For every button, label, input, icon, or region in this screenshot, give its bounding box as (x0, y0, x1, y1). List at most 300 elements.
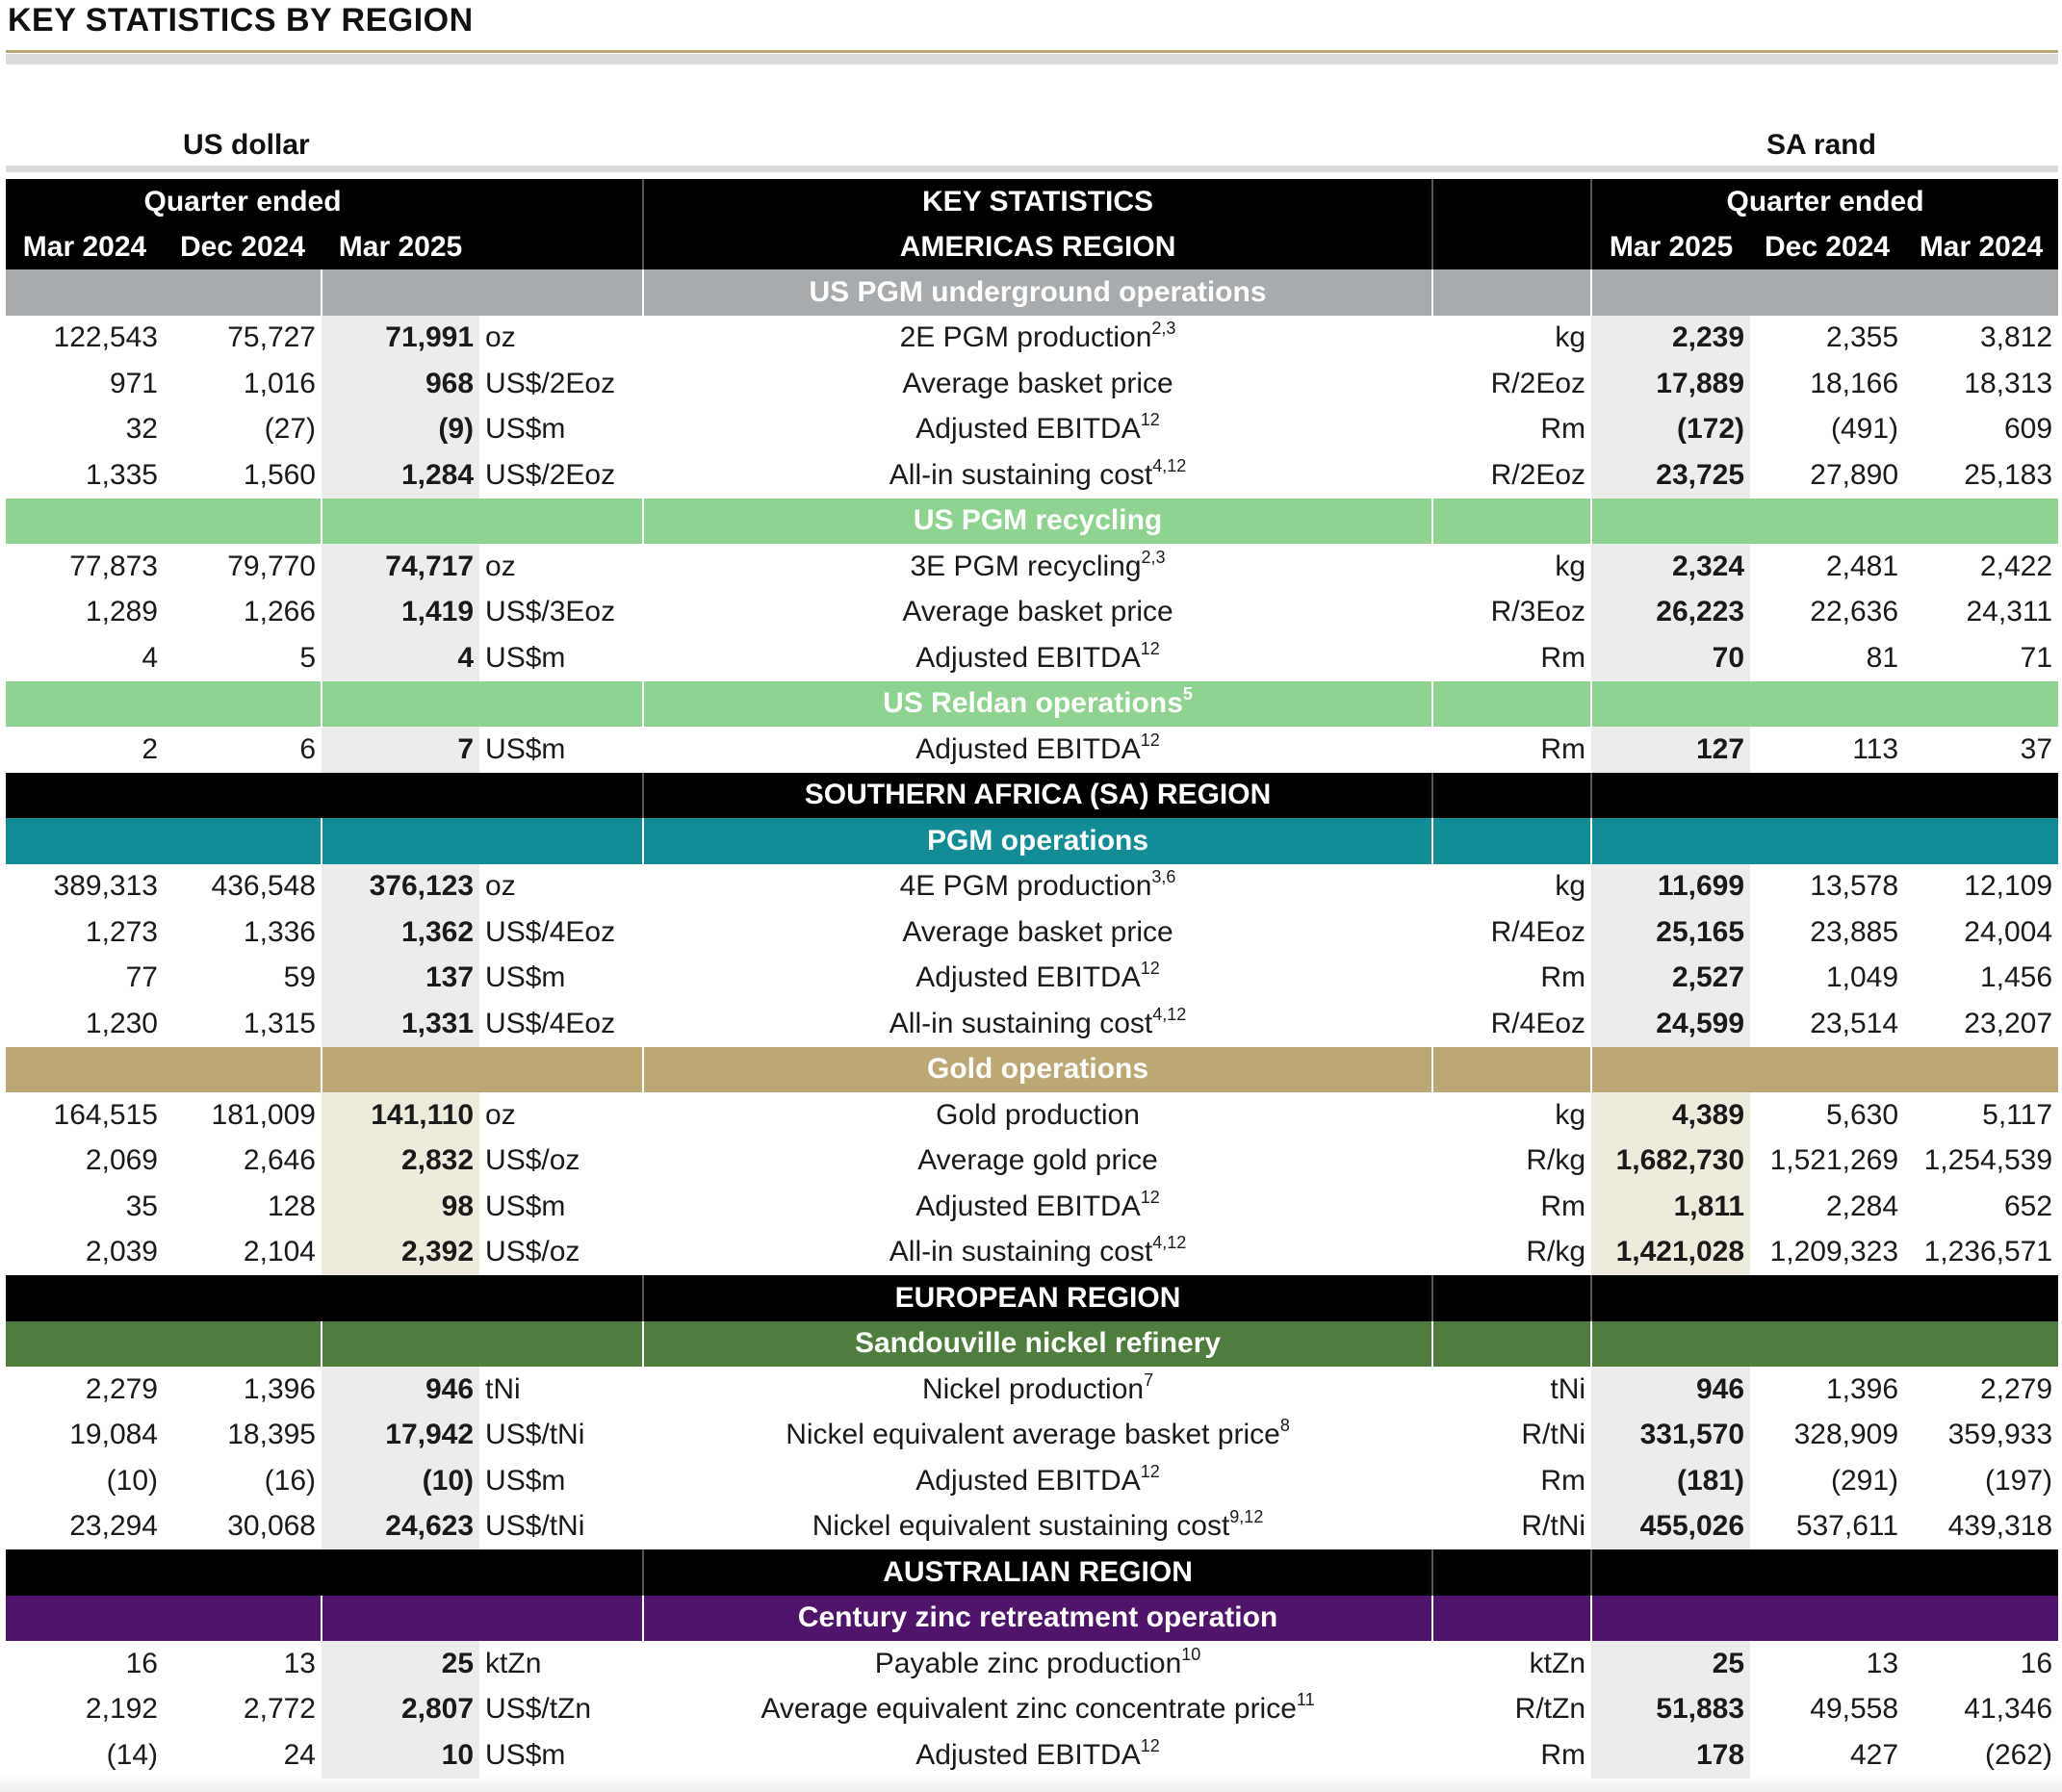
key-statistics-table (6, 179, 2058, 1779)
metric-label-text: Nickel production (921, 1372, 1145, 1405)
section-fill (322, 681, 479, 728)
zar-value: 537,611 (1795, 1510, 1899, 1543)
footnote-ref: 3,6 (1151, 867, 1176, 887)
section-title (643, 681, 1432, 728)
zar-value: 22,636 (1810, 596, 1899, 628)
metric-label (643, 635, 1432, 681)
usd-value: 1,230 (85, 1007, 158, 1039)
section-fill (479, 269, 643, 316)
zar-value: 331,570 (1591, 1413, 1750, 1459)
region-fill (1432, 1275, 1591, 1321)
section-fill (1750, 269, 1904, 316)
metric-label-text: All-in sustaining cost (889, 458, 1153, 491)
zar-value: 178 (1591, 1732, 1750, 1779)
zar-value: (291) (1830, 1464, 1899, 1497)
footnote-ref: 12 (1140, 1187, 1160, 1207)
section-title-text: US Reldan operations (883, 687, 1183, 720)
metric-label-text: Adjusted EBITDA (915, 961, 1141, 994)
zar-value: 5,630 (1825, 1098, 1899, 1131)
usd-unit: US$/oz (485, 1236, 580, 1268)
currency-right-label: SA rand (1766, 129, 1876, 161)
zar-value: 2,481 (1825, 550, 1899, 582)
metric-label (643, 1139, 1432, 1185)
region-fill (6, 1549, 164, 1596)
region-fill (1591, 1549, 2058, 1596)
zar-value: 2,527 (1591, 956, 1750, 1002)
section-fill (1904, 1596, 2058, 1642)
usd-value: 24 (283, 1738, 316, 1771)
zar-unit: R/4Eoz (1490, 1007, 1586, 1039)
usd-value: 1,331 (322, 1001, 479, 1047)
footnote-ref: 4,12 (1152, 455, 1187, 475)
zar-value: 427 (1849, 1738, 1899, 1771)
zar-value: 24,004 (1964, 915, 2053, 948)
section-fill (6, 818, 164, 864)
zar-value: 652 (2003, 1190, 2053, 1222)
metric-label-text: Average basket price (902, 367, 1173, 399)
section-fill (1432, 1047, 1591, 1093)
data-row (6, 544, 2058, 590)
section-fill (6, 681, 164, 728)
zar-unit: Rm (1540, 413, 1586, 446)
period-right-3: Mar 2024 (1904, 224, 2058, 269)
usd-value: 2,104 (243, 1236, 316, 1268)
section-fill (1591, 681, 1750, 728)
usd-unit: US$m (485, 732, 566, 765)
metric-label (643, 316, 1432, 362)
usd-value: 4 (322, 635, 479, 681)
data-row (6, 1641, 2058, 1687)
zar-value: 5,117 (1982, 1098, 2053, 1131)
section-fill (479, 1047, 643, 1093)
metric-label-text: Adjusted EBITDA (915, 1738, 1141, 1771)
metric-label-text: 2E PGM production (899, 321, 1152, 354)
metric-label (643, 361, 1432, 407)
page-title: KEY STATISTICS BY REGION (8, 2, 474, 38)
section-fill (1750, 1596, 1904, 1642)
zar-value: 455,026 (1591, 1504, 1750, 1550)
period-left-1: Mar 2024 (6, 224, 164, 269)
usd-value: 1,560 (243, 458, 316, 491)
usd-value: 164,515 (53, 1098, 158, 1131)
zar-unit: Rm (1540, 641, 1586, 674)
zar-unit: Rm (1540, 1738, 1586, 1771)
section-fill (1591, 1321, 1750, 1368)
zar-value: 70 (1591, 635, 1750, 681)
region-fill (1591, 1275, 2058, 1321)
section-fill (1904, 1321, 2058, 1368)
section-fill (479, 681, 643, 728)
metric-label (643, 407, 1432, 453)
usd-value: 79,770 (227, 550, 316, 582)
zar-unit: kg (1555, 321, 1586, 354)
quarter-ended-left: Quarter ended (6, 179, 479, 224)
usd-value: 18,395 (227, 1419, 316, 1451)
zar-value: 1,049 (1825, 961, 1899, 994)
section-row (6, 269, 2058, 316)
zar-value: (197) (1984, 1464, 2053, 1497)
section-title-text: PGM operations (927, 824, 1149, 857)
zar-unit: Rm (1540, 1464, 1586, 1497)
usd-unit: oz (485, 1098, 516, 1131)
usd-value: 19,084 (69, 1419, 158, 1451)
period-left-2: Dec 2024 (164, 224, 322, 269)
usd-value: 2 (142, 732, 158, 765)
usd-value: (9) (322, 407, 479, 453)
section-row (6, 1596, 2058, 1642)
metric-label-text: Nickel equivalent sustaining cost (812, 1510, 1230, 1543)
section-fill (1750, 1321, 1904, 1368)
zar-value: 2,279 (1979, 1372, 2053, 1405)
section-title (643, 499, 1432, 545)
metric-label-text: All-in sustaining cost (889, 1236, 1153, 1268)
footnote-ref: 10 (1181, 1644, 1201, 1664)
footnote-ref: 7 (1144, 1370, 1154, 1390)
zar-unit: kg (1555, 550, 1586, 582)
metric-label (643, 909, 1432, 956)
period-left-3: Mar 2025 (322, 224, 479, 269)
zar-value: 2,355 (1825, 321, 1899, 354)
usd-value: 1,289 (85, 596, 158, 628)
metric-label-text: All-in sustaining cost (889, 1007, 1153, 1039)
region-fill (1432, 1549, 1591, 1596)
zar-value: 18,313 (1964, 367, 2053, 399)
region-heading-americas: AMERICAS REGION (643, 224, 1432, 269)
metric-label (643, 727, 1432, 773)
usd-value: 24,623 (322, 1504, 479, 1550)
usd-unit: oz (485, 870, 516, 903)
region-fill (164, 1549, 643, 1596)
section-fill (164, 1047, 322, 1093)
section-fill (322, 818, 479, 864)
section-fill (6, 499, 164, 545)
data-row (6, 361, 2058, 407)
data-row (6, 1184, 2058, 1230)
zar-value: 113 (1852, 732, 1899, 765)
data-row (6, 1092, 2058, 1139)
usd-value: 59 (283, 961, 316, 994)
data-row (6, 1413, 2058, 1459)
usd-value: (10) (322, 1458, 479, 1504)
section-title-text: Sandouville nickel refinery (854, 1327, 1222, 1360)
region-title: AUSTRALIAN REGION (643, 1549, 1432, 1596)
usd-value: 13 (283, 1647, 316, 1679)
section-title (643, 269, 1432, 316)
section-row (6, 818, 2058, 864)
zar-value: 25 (1591, 1641, 1750, 1687)
usd-unit: US$m (485, 1464, 566, 1497)
usd-unit: US$/2Eoz (485, 458, 616, 491)
usd-value: 1,266 (243, 596, 316, 628)
zar-unit: Rm (1540, 961, 1586, 994)
usd-value: 1,284 (322, 452, 479, 499)
zar-unit: R/tNi (1521, 1510, 1586, 1543)
usd-value: 122,543 (53, 321, 158, 354)
section-fill (322, 1596, 479, 1642)
usd-value: 137 (322, 956, 479, 1002)
usd-value: 1,273 (85, 915, 158, 948)
data-row (6, 1504, 2058, 1550)
footnote-ref: 12 (1140, 1461, 1160, 1481)
metric-label-text: 4E PGM production (899, 870, 1152, 903)
data-row (6, 956, 2058, 1002)
section-fill (479, 499, 643, 545)
zar-value: 12,109 (1964, 870, 2053, 903)
zar-value: 439,318 (1947, 1510, 2053, 1543)
usd-value: 2,279 (85, 1372, 158, 1405)
zar-value: 1,421,028 (1591, 1230, 1750, 1276)
section-fill (1432, 681, 1591, 728)
zar-unit: tNi (1550, 1372, 1586, 1405)
usd-value: 71,991 (322, 316, 479, 362)
section-fill (322, 1047, 479, 1093)
zar-value: 4,389 (1591, 1092, 1750, 1139)
usd-value: 128 (267, 1190, 316, 1222)
usd-value: 4 (142, 641, 158, 674)
metric-label (643, 1458, 1432, 1504)
usd-unit: oz (485, 550, 516, 582)
usd-value: 32 (125, 413, 158, 446)
zar-value: 328,909 (1793, 1419, 1899, 1451)
zar-value: 1,521,269 (1769, 1144, 1899, 1177)
zar-value: 2,422 (1979, 550, 2053, 582)
metric-label-text: 3E PGM recycling (910, 550, 1142, 582)
section-fill (1904, 499, 2058, 545)
zar-unit: R/kg (1526, 1144, 1586, 1177)
metric-label (643, 452, 1432, 499)
region-fill (1591, 773, 2058, 819)
section-fill (1904, 818, 2058, 864)
metric-label (643, 1413, 1432, 1459)
metric-label (643, 1641, 1432, 1687)
metric-label-text: Adjusted EBITDA (915, 1190, 1141, 1222)
usd-unit: US$m (485, 413, 566, 446)
footnote-ref: 4,12 (1152, 1233, 1187, 1253)
footnote-ref: 12 (1140, 638, 1160, 658)
data-row (6, 727, 2058, 773)
metric-label (643, 1732, 1432, 1779)
zar-value: 41,346 (1964, 1693, 2053, 1726)
section-fill (164, 269, 322, 316)
bottom-fade (0, 1776, 2062, 1792)
section-fill (1904, 269, 2058, 316)
zar-value: (181) (1591, 1458, 1750, 1504)
zar-value: 37 (2020, 732, 2053, 765)
usd-value: 376,123 (322, 864, 479, 910)
metric-label-text: Adjusted EBITDA (915, 641, 1141, 674)
zar-unit: Rm (1540, 732, 1586, 765)
zar-value: 49,558 (1810, 1693, 1899, 1726)
section-fill (1432, 818, 1591, 864)
usd-value: 1,419 (322, 590, 479, 636)
data-row (6, 909, 2058, 956)
zar-value: 51,883 (1591, 1687, 1750, 1733)
zar-value: 13 (1866, 1647, 1899, 1679)
zar-unit: R/3Eoz (1490, 596, 1586, 628)
metric-label (643, 1504, 1432, 1550)
section-title (643, 818, 1432, 864)
region-title: SOUTHERN AFRICA (SA) REGION (643, 773, 1432, 819)
zar-unit: R/tNi (1521, 1419, 1586, 1451)
usd-value: 1,396 (243, 1372, 316, 1405)
usd-value: 2,069 (85, 1144, 158, 1177)
metric-label-text: Adjusted EBITDA (915, 732, 1141, 765)
usd-value: 2,392 (322, 1230, 479, 1276)
zar-value: 71 (2020, 641, 2053, 674)
data-row (6, 452, 2058, 499)
zar-value: 2,324 (1591, 544, 1750, 590)
metric-label (643, 956, 1432, 1002)
usd-value: 17,942 (322, 1413, 479, 1459)
zar-unit: R/kg (1526, 1236, 1586, 1268)
header-row-2 (6, 224, 2058, 269)
section-fill (1591, 1596, 1750, 1642)
region-fill (164, 1275, 643, 1321)
header-row-1 (6, 179, 2058, 224)
section-fill (322, 1321, 479, 1368)
usd-value: 1,315 (243, 1007, 316, 1039)
zar-value: 25,183 (1964, 458, 2053, 491)
zar-value: 24,311 (1966, 596, 2053, 628)
section-fill (1904, 1047, 2058, 1093)
footnote-ref: 5 (1182, 684, 1193, 704)
section-fill (6, 1321, 164, 1368)
section-fill (1750, 499, 1904, 545)
metric-label (643, 1687, 1432, 1733)
region-title: EUROPEAN REGION (643, 1275, 1432, 1321)
usd-value: 389,313 (53, 870, 158, 903)
footnote-ref: 2,3 (1151, 319, 1176, 339)
metric-label-text: Average basket price (902, 915, 1173, 948)
region-fill (6, 1275, 164, 1321)
footnote-ref: 9,12 (1229, 1507, 1264, 1527)
zar-value: 127 (1591, 727, 1750, 773)
zar-value: 359,933 (1947, 1419, 2053, 1451)
section-title (643, 1321, 1432, 1368)
metric-label-text: Gold production (936, 1098, 1140, 1131)
region-row (6, 773, 2058, 819)
usd-value: 10 (322, 1732, 479, 1779)
zar-value: (491) (1830, 413, 1899, 446)
zar-value: 1,236,571 (1923, 1236, 2053, 1268)
period-right-2: Dec 2024 (1750, 224, 1904, 269)
region-fill (1432, 773, 1591, 819)
section-fill (1432, 269, 1591, 316)
usd-value: 968 (322, 361, 479, 407)
usd-unit: US$/4Eoz (485, 1007, 616, 1039)
section-fill (1750, 681, 1904, 728)
data-row (6, 1687, 2058, 1733)
metric-label (643, 1367, 1432, 1413)
usd-unit: US$/3Eoz (485, 596, 616, 628)
footnote-ref: 11 (1296, 1690, 1315, 1710)
usd-unit: ktZn (485, 1647, 542, 1679)
usd-value: 1,335 (85, 458, 158, 491)
footnote-ref: 12 (1140, 1735, 1160, 1755)
metric-label-text: Average equivalent zinc concentrate price (760, 1693, 1297, 1726)
section-fill (6, 269, 164, 316)
metric-label (643, 590, 1432, 636)
section-fill (6, 1047, 164, 1093)
metric-label-text: Nickel equivalent average basket price (786, 1419, 1280, 1451)
usd-value: 2,646 (243, 1144, 316, 1177)
section-fill (1591, 499, 1750, 545)
section-fill (164, 499, 322, 545)
zar-value: 23,725 (1591, 452, 1750, 499)
section-fill (322, 269, 479, 316)
metric-label (643, 864, 1432, 910)
zar-value: 26,223 (1591, 590, 1750, 636)
usd-value: 1,016 (243, 367, 316, 399)
section-fill (479, 1321, 643, 1368)
zar-unit: R/4Eoz (1490, 915, 1586, 948)
section-title-text: Century zinc retreatment operation (797, 1601, 1278, 1634)
region-row (6, 1549, 2058, 1596)
zar-value: 1,209,323 (1769, 1236, 1899, 1268)
key-statistics-heading: KEY STATISTICS (643, 179, 1432, 224)
usd-unit: US$m (485, 1190, 566, 1222)
zar-value: (172) (1591, 407, 1750, 453)
section-title-text: Gold operations (927, 1053, 1149, 1086)
usd-value: 77,873 (69, 550, 158, 582)
data-row (6, 1139, 2058, 1185)
zar-value: 23,514 (1810, 1007, 1899, 1039)
usd-unit: oz (485, 321, 516, 354)
usd-unit: tNi (485, 1372, 521, 1405)
section-fill (1432, 1596, 1591, 1642)
zar-value: 946 (1591, 1367, 1750, 1413)
metric-label-text: Average gold price (917, 1144, 1158, 1177)
title-rule-shadow (6, 54, 2058, 64)
zar-value: 1,456 (1979, 961, 2053, 994)
zar-unit: R/tZn (1514, 1693, 1586, 1726)
section-fill (1591, 1047, 1750, 1093)
usd-value: 1,336 (243, 915, 316, 948)
usd-value: 971 (109, 367, 158, 399)
header-rule (6, 166, 2058, 172)
section-row (6, 499, 2058, 545)
section-row (6, 681, 2058, 728)
metric-label (643, 1001, 1432, 1047)
footnote-ref: 4,12 (1152, 1004, 1187, 1024)
footnote-ref: 2,3 (1141, 547, 1166, 567)
usd-value: 181,009 (211, 1098, 316, 1131)
usd-unit: US$m (485, 641, 566, 674)
usd-unit: US$/tNi (485, 1419, 585, 1451)
zar-value: 23,207 (1964, 1007, 2053, 1039)
zar-unit: R/2Eoz (1490, 367, 1586, 399)
section-title-text: US PGM recycling (913, 504, 1163, 537)
zar-value: 2,239 (1591, 316, 1750, 362)
data-row (6, 1230, 2058, 1276)
section-fill (479, 818, 643, 864)
footnote-ref: 12 (1140, 959, 1160, 979)
usd-value: 2,807 (322, 1687, 479, 1733)
section-fill (1750, 1047, 1904, 1093)
region-row (6, 1275, 2058, 1321)
zar-unit: R/2Eoz (1490, 458, 1586, 491)
usd-value: (27) (264, 413, 316, 446)
section-fill (1904, 681, 2058, 728)
section-fill (164, 1596, 322, 1642)
zar-unit: Rm (1540, 1190, 1586, 1222)
usd-value: 25 (322, 1641, 479, 1687)
usd-value: 141,110 (322, 1092, 479, 1139)
zar-unit: ktZn (1529, 1647, 1586, 1679)
usd-value: (14) (106, 1738, 158, 1771)
zar-value: 16 (2020, 1647, 2053, 1679)
usd-unit: US$/tNi (485, 1510, 585, 1543)
